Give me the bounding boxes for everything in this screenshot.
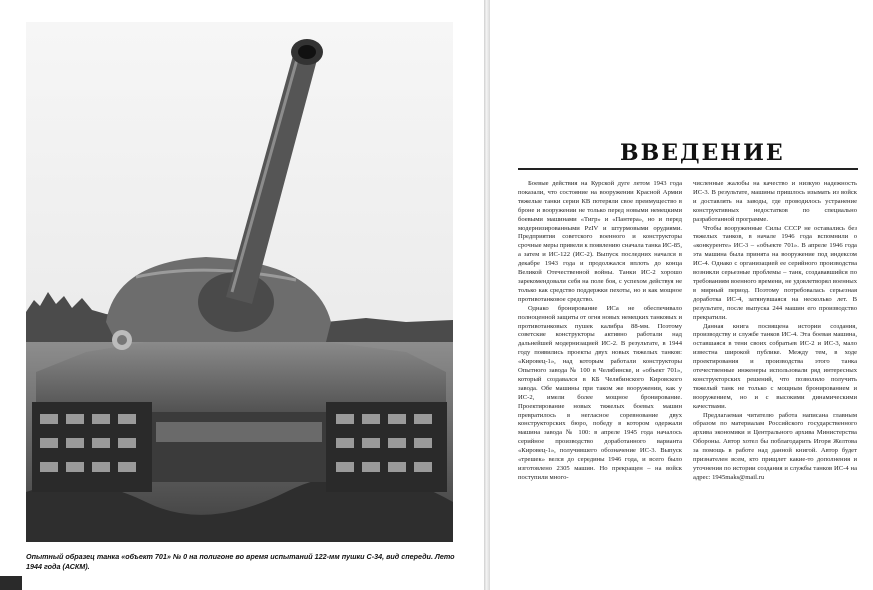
- paragraph: Боевые действия на Курской дуге летом 1943 года показали, что состояние на вооружении Красной Армии тяжелые танки серии КВ потеряли свое преимущество в броне и вооружении не только перед новыми немецкими боевыми машинами «Тигр» и «Пантера», но и перед модернизированными PzIV и штурмовыми орудиями. Предприятия советского военного и конструкторы срочные меры привели к появлению сначала танка ИС-85, а затем и ИС-122 (ИС-2). Выпуск последних начался в декабре 1943 года и продолжался вплоть до конца Великой Отечественной войны. Танки ИС-2 хорошо зарекомендовали себя на поле боя, с успехом действуя не только как средство поддержки пехоты, но и как мощное противотанковое средство.: [518, 180, 682, 303]
- text-column-1: [518, 180, 682, 483]
- paragraph: численные жалобы на качество и низкую надежность ИС-3. В результате, машины пришлось изымать из войск и доставлять на заводы, где проводилось устранение конструктивных недостатков по специально разработанной программе.: [693, 180, 857, 223]
- chapter-title: ВВЕДЕНИЕ: [620, 140, 785, 166]
- paragraph: Предлагаемая читателю работа написана главным образом по материалам Российского государственного архива экономики и Центрального архива Министерства Обороны. Автор хотел бы поблагодарить Игоря Желтова за помощь в работе над данной книгой. Автор будет признателен всем, кто прищлет какие-то дополнения и уточнения по истории создания и службы танков ИС-4 на адрес: 1945maks@mail.ru: [693, 411, 857, 481]
- photo-caption: Опытный образец танка «объект 701» № 0 на полигоне во время испытаний 122-мм пушки С-34, вид спереди. Лето 1944 года (АСКМ).: [26, 552, 455, 571]
- paragraph: Данная книга посвящена истории создания, производству и службе танков ИС-4. Эта боевая машина, оставшаяся в тени своих собратьев ИС-2 и ИС-3, мало известна широкой публике. Между тем, в ходе проектирования и производства этого танка отечественные инженеры использовали ряд интересных конструкторских решений, что позволило получить тяжелый танк не только с мощным бронированием и вооружением, но и с высокими динамическими качествами.: [693, 322, 857, 410]
- paragraph: Чтобы вооруженные Силы СССР не оставались без тяжелых танков, в начале 1946 года вспомнили о «конкуренте» ИС-3 – «объекте 701». В апреле 1946 года эта машина была принята на вооружение под индексом ИС-4. Однако с организацией ее серийного производства возникли серьезные проблемы – танк, создававшийся по требованиям военного времени, не удовлетворял военных в мирный период. Поэтому потребовалась серьезная доработка ИС-4, затянувшаяся на несколько лет. В результате, после выпуска 244 машин его производство прекратили.: [693, 224, 857, 321]
- paragraph: Однако бронирование ИСа не обеспечивало полноценной защиты от огня новых немецких танковых и противотанковых пушек калибра 88-мм. Поэтому советские конструкторы активно работали над дальнейшей модернизацией ИС-2. В результате, в 1944 году появились проекты двух новых тяжелых танков: «Кировец-1», над которым работали конструкторы Опытного завода № 100 в Челябинске, и «объект 701», который создавался в КБ Челябинского Кировского завода. Обе машины при таком же вооружении, как у ИС-2, имели более мощное бронирование. Проектирование новых тяжелых боевых машин превратилось в негласное соревнование двух конструкторских бюро, победу в котором одержали машина завода № 100: в апреле 1945 года началось серийное производство доработанного варианта «Кировец-1», получившего обозначение ИС-3. Выпуск «трешек» велся до середины 1946 года, и всего было изготовлено 2305 машин. Но прекращен – на войск поступили много-: [518, 304, 682, 481]
- page-corner-marker: [0, 576, 22, 590]
- text-column-2: [693, 180, 857, 483]
- tank-photo: [26, 22, 453, 542]
- tank-photo-image: [26, 22, 453, 542]
- title-rule: [518, 168, 858, 170]
